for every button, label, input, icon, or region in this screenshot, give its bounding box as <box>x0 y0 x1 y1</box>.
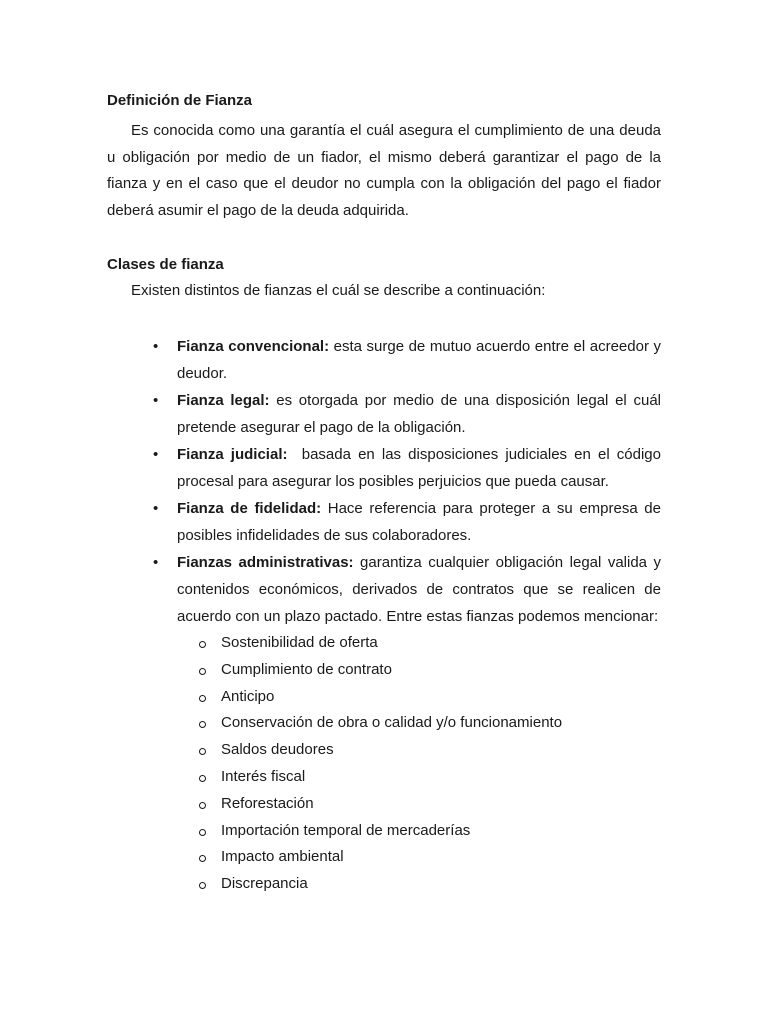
bullet-icon: • <box>153 500 159 517</box>
list-item-text: basada en las disposiciones judiciales en el código procesal para asegurar los posibles perjuicios que pueda causar. <box>177 446 666 490</box>
sub-list-item <box>199 737 661 764</box>
administrative-subtypes-list <box>199 630 661 898</box>
hollow-circle-bullet-icon <box>199 668 206 675</box>
fianza-types-list <box>153 333 666 898</box>
list-item-term: Fianza judicial: <box>177 446 288 463</box>
list-item <box>153 495 661 549</box>
section-heading-definicion: Definición de Fianza <box>107 92 253 109</box>
sub-list-item-text: Anticipo <box>221 687 275 705</box>
list-item <box>153 387 661 441</box>
sub-list-item-text: Reforestación <box>221 794 314 812</box>
list-item-term: Fianza de fidelidad: <box>177 500 322 517</box>
section-heading-clases: Clases de fianza <box>107 256 224 273</box>
hollow-circle-bullet-icon <box>199 775 206 782</box>
sub-list-item-text: Sostenibilidad de oferta <box>221 634 378 651</box>
hollow-circle-bullet-icon <box>199 802 206 809</box>
list-item-text: garantiza cualquier obligación legal valida y contenidos económicos, derivados de contratos que se realicen de acuerdo con un plazo pactado. Entre estas fianzas podemos mencionar: <box>177 554 661 625</box>
sub-list-item-text: Saldos deudores <box>221 741 334 759</box>
sub-list-item <box>199 764 661 791</box>
sub-list-item <box>199 657 661 684</box>
bullet-icon: • <box>153 338 159 355</box>
list-item-term: Fianza legal: <box>177 392 270 409</box>
list-item-term: Fianza convencional: <box>177 338 330 355</box>
bullet-icon: • <box>153 446 159 463</box>
sub-list-item <box>199 871 661 898</box>
hollow-circle-bullet-icon <box>199 829 206 836</box>
sub-list-item-text: Conservación de obra o calidad y/o funcionamiento <box>221 714 563 732</box>
list-item <box>153 441 666 495</box>
sub-list-item <box>199 844 661 871</box>
sub-list-item-text: Cumplimiento de contrato <box>221 660 392 678</box>
hollow-circle-bullet-icon <box>199 695 206 702</box>
sub-list-item <box>199 630 661 657</box>
sub-list-item <box>199 710 661 737</box>
bullet-icon: • <box>153 554 159 571</box>
hollow-circle-bullet-icon <box>199 641 206 648</box>
list-item-text: esta surge de mutuo acuerdo entre el acreedor y deudor. <box>177 338 661 382</box>
list-item-text: Hace referencia para proteger a su empresa de posibles infidelidades de sus colaboradores. <box>177 500 661 544</box>
sub-list-item <box>199 818 661 845</box>
list-item-text: es otorgada por medio de una disposición legal el cuál pretende asegurar el pago de la obligación. <box>177 392 661 436</box>
sub-list-item <box>199 684 661 711</box>
sub-list-item-text: Discrepancia <box>221 875 308 893</box>
sub-list-item-text: Impacto ambiental <box>221 848 344 866</box>
list-item <box>153 549 661 898</box>
bullet-icon: • <box>153 392 159 409</box>
sub-list-item-text: Importación temporal de mercaderías <box>221 821 471 839</box>
list-item <box>153 333 661 387</box>
sub-list-item-text: Interés fiscal <box>221 767 306 785</box>
sub-list-item <box>199 791 661 818</box>
list-item-term: Fianzas administrativas: <box>177 554 354 571</box>
clases-intro-text: Existen distintos de fianzas el cuál se describe a continuación: <box>131 282 546 299</box>
definition-paragraph: Es conocida como una garantía el cuál asegura el cumplimiento de una deuda u obligación por medio de un fiador, el mismo deberá garantizar el pago de la fianza y en el caso que el deudor no cumpla con la obligación del pago el fiador deberá asumir el pago de la deuda adquirida. <box>107 122 661 219</box>
